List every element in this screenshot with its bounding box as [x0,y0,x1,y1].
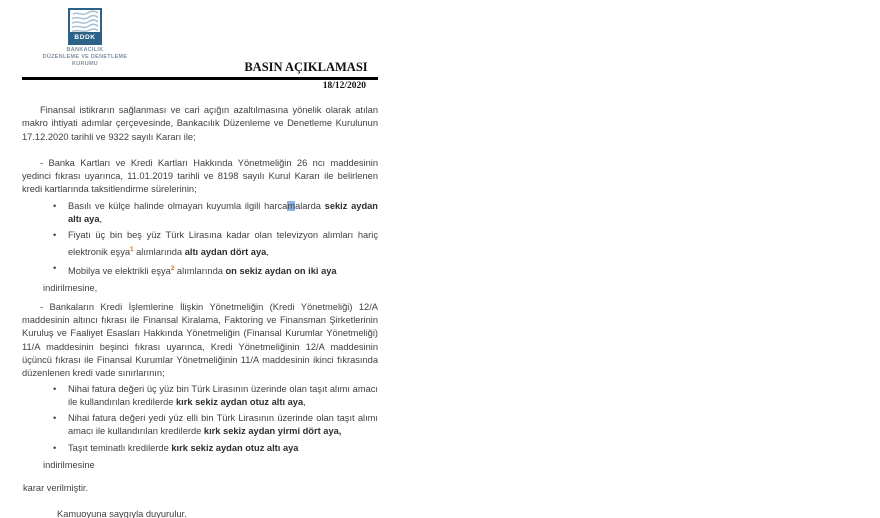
bullet-list-loan-terms [22,383,378,455]
reduction-clause: indirilmesine, [43,283,98,294]
credit-card-regulation-paragraph: - Banka Kartları ve Kredi Kartları Hakkında Yönetmeliğin 26 ncı maddesinin yedinci fıkrası uyarınca, 11.01.2019 tarihli ve 8198 sayılı Kurul Kararı ile belirlenen kredi kartlarında taksitlendirme sürelerinin; [22,157,378,195]
document-date: 18/12/2020 [322,81,366,91]
bullet-list-installments [22,200,378,279]
logo-acronym: BDDK [70,32,100,43]
header-divider [22,77,378,80]
list-item [22,262,378,278]
bullet-icon: • [53,442,57,453]
bullet-icon: • [53,200,57,211]
org-name-line: KURUMU [71,61,99,67]
bullet-icon: • [53,413,57,424]
intro-paragraph: Finansal istikrarın sağlanması ve cari açığın azaltılmasına yönelik olarak atılan makro ihtiyati adımlar çerçevesinde, Bankacılık Düzenleme ve Denetleme Kurulunun 17.12.2020 tarihli ve 9322 sayılı Kararı ile; [22,105,378,142]
bullet-icon: • [53,383,57,394]
list-item [22,412,378,439]
list-item [22,383,378,410]
page-title: BASIN AÇIKLAMASI [244,60,368,74]
list-item-text: Taşıt teminatlı kredilerde kırk sekiz aydan otuz altı aya [68,442,299,453]
decision-statement: karar verilmiştir. [23,483,89,494]
bddk-logo [68,8,102,45]
list-item [22,200,378,227]
list-item-text: Fiyatı üç bin beş yüz Türk Lirasına kadar olan televizyon alımları hariç elektronik eşya$^1$ alımlarında altı aydan dört aya, [68,230,378,257]
bullet-icon: • [53,263,57,274]
document-body [22,104,378,518]
org-name [25,47,145,68]
list-item-text: Mobilya ve elektrikli eşya$^2$ alımlarında on sekiz aydan on iki aya [68,265,337,277]
list-item-text: Nihai fatura değeri yedi yüz elli bin Türk Lirasının üzerinde olan taşıt alımı amacı ile kullandırılan kredilerde kırk sekiz aydan yirmi dört aya, [68,413,378,437]
list-item [22,442,378,455]
list-item-text: Nihai fatura değeri üç yüz bin Türk Lirasının üzerinde olan taşıt alımı amacı ile kullandırılan kredilerde kırk sekiz aydan otuz altı aya, [68,383,378,407]
loan-regulation-paragraph: - Bankaların Kredi İşlemlerine İlişkin Yönetmeliğin (Kredi Yönetmeliği) 12/A maddesinin altıncı fıkrası ile Finansal Kiralama, Faktoring ve Finansman Şirketlerinin Kuruluş ve Faaliyet Esasları Hakkında Yönetmeliğin (Finansal Kurumlar Yönetmeliği) 11/A maddesinin beşinci fıkrası uyarınca, Kredi Yönetmeliğinin 12/A maddesinin üçüncü fıkrası ile Finansal Kurumlar Yönetmeliğinin 11/A maddesinin ikinci fıkrasında düzenlenen kredi vade sınırlarının; [22,301,378,379]
org-name-line: BANKACILIK [66,47,104,53]
org-name-line: DÜZENLEME VE DENETLEME [42,54,128,60]
wave-lines-icon [70,10,100,34]
bullet-icon: • [53,230,57,241]
list-item-text: Basılı ve külçe halinde olmayan kuyumla ilgili harcamalarda sekiz aydan altı aya, [68,200,378,225]
reduction-clause: indirilmesine [43,460,95,471]
signoff-statement: Kamuoyuna saygıyla duyurulur. [57,508,187,518]
list-item [22,229,378,259]
